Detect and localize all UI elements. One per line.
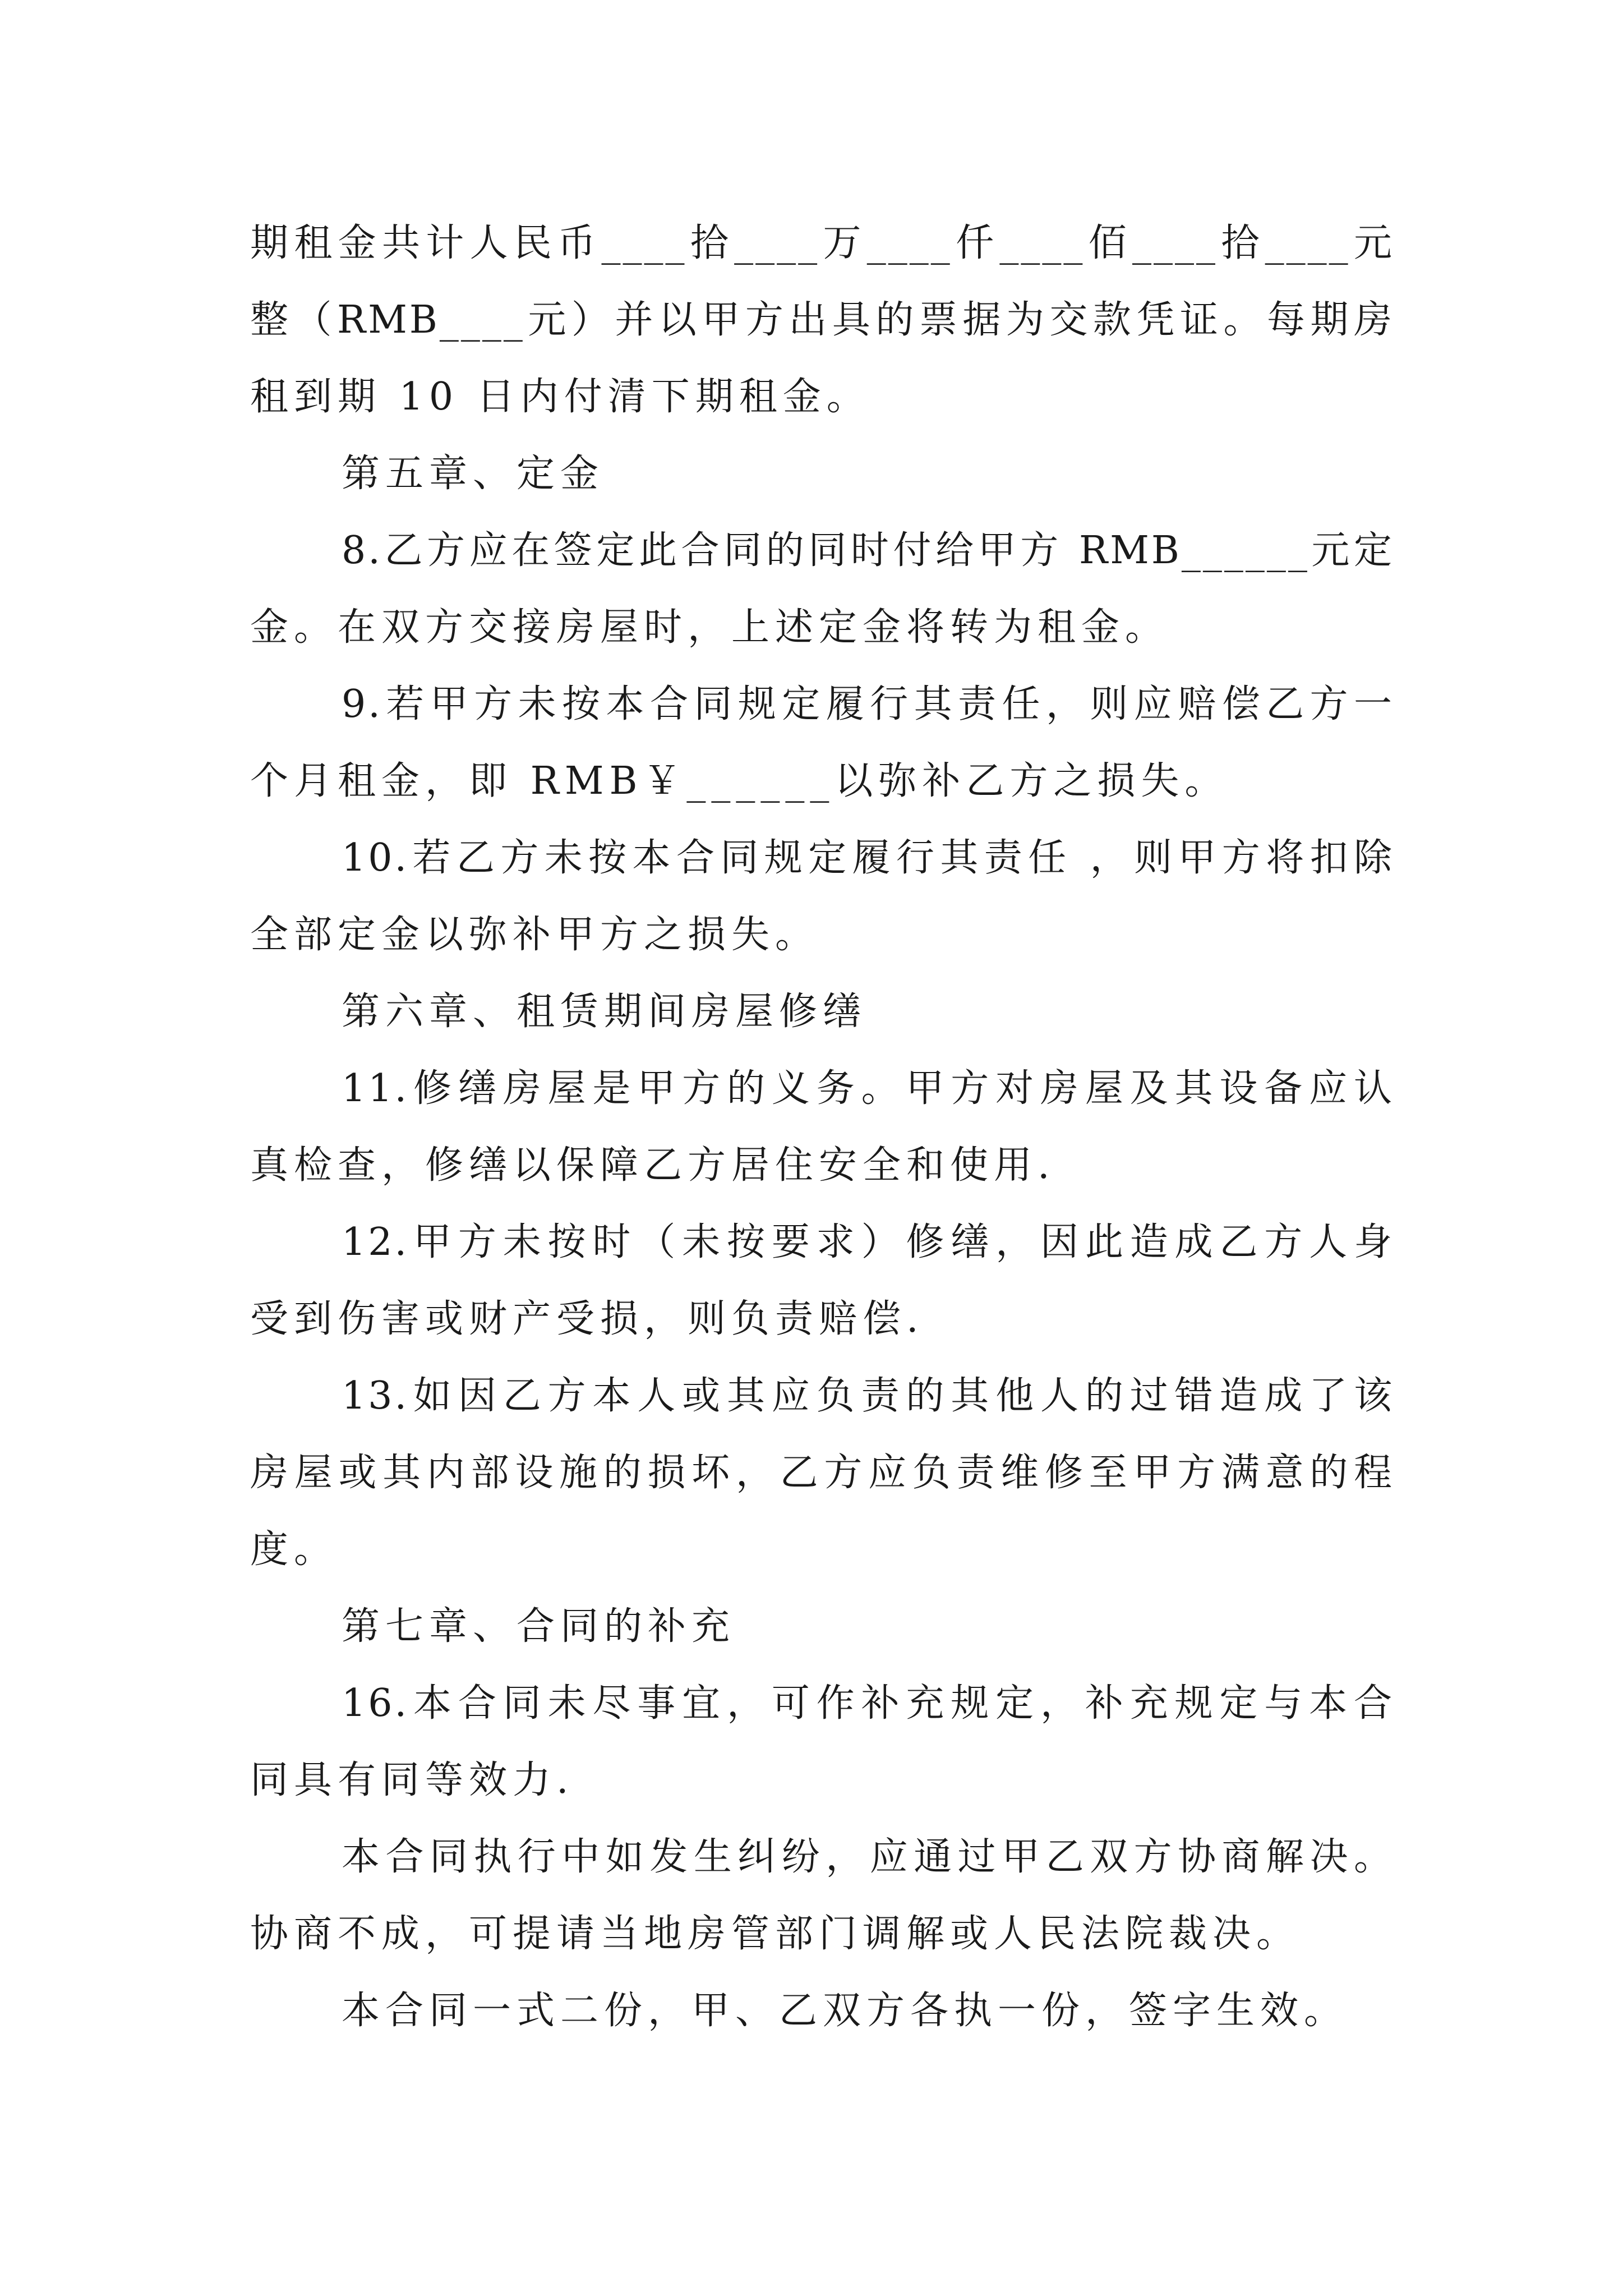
chapter-heading: 第五章、定金 <box>342 452 605 496</box>
clause-13 <box>250 1358 1394 1588</box>
chapter-heading: 第七章、合同的补充 <box>342 1604 736 1649</box>
paragraph-line: 真检查，修缮以保障乙方居住安全和使用. <box>250 1143 1055 1188</box>
paragraph-line: 9.若甲方未按本合同规定履行其责任，则应赔偿乙方一 <box>342 682 1394 726</box>
chapter-heading: 第六章、租赁期间房屋修缮 <box>342 990 867 1034</box>
paragraph-line: 10.若乙方未按本合同规定履行其责任 ，则甲方将扣除 <box>342 836 1394 880</box>
chapter-heading-5 <box>250 435 1394 512</box>
paragraph-line: 本合同一式二份，甲、乙双方各执一份，签字生效。 <box>342 1989 1348 2033</box>
paragraph-line: 全部定金以弥补甲方之损失。 <box>250 913 819 957</box>
paragraph-line: 本合同执行中如发生纠纷，应通过甲乙双方协商解决。 <box>342 1835 1394 1879</box>
paragraph-dispute-resolution <box>250 1819 1394 1972</box>
document-body <box>250 205 1394 2049</box>
paragraph-line: 受到伤害或财产受损，则负责赔偿. <box>250 1297 924 1341</box>
clause-8 <box>250 512 1394 666</box>
clause-9 <box>250 666 1394 820</box>
paragraph-line: 度。 <box>250 1527 338 1572</box>
paragraph-line: 8.乙方应在签定此合同的同时付给甲方 RMB______元定 <box>342 528 1394 573</box>
paragraph-line: 同具有同等效力. <box>250 1758 574 1802</box>
paragraph-line: 个月租金，即 RMB￥______以弥补乙方之损失。 <box>250 759 1229 803</box>
paragraph-line: 协商不成，可提请当地房管部门调解或人民法院裁决。 <box>250 1912 1301 1956</box>
clause-11 <box>250 1050 1394 1204</box>
paragraph-line: 16.本合同未尽事宜，可作补充规定，补充规定与本合 <box>342 1681 1394 1726</box>
paragraph-line: 金。在双方交接房屋时，上述定金将转为租金。 <box>250 605 1169 650</box>
clause-12 <box>250 1204 1394 1358</box>
paragraph-line: 整（RMB____元）并以甲方出具的票据为交款凭证。每期房 <box>250 298 1394 342</box>
paragraph-copies <box>250 1972 1394 2049</box>
chapter-heading-6 <box>250 973 1394 1050</box>
paragraph-line: 期租金共计人民币____拾____万____仟____佰____拾____元 <box>250 221 1394 265</box>
clause-10 <box>250 820 1394 973</box>
chapter-heading-7 <box>250 1588 1394 1665</box>
paragraph-line: 房屋或其内部设施的损坏，乙方应负责维修至甲方满意的程 <box>250 1451 1394 1495</box>
clause-16 <box>250 1665 1394 1819</box>
paragraph-line: 11.修缮房屋是甲方的义务。甲方对房屋及其设备应认 <box>342 1066 1394 1111</box>
paragraph-line: 租到期 10 日内付清下期租金。 <box>250 375 870 419</box>
paragraph-line: 12.甲方未按时（未按要求）修缮，因此造成乙方人身 <box>342 1220 1394 1264</box>
paragraph-rent-payment <box>250 205 1394 435</box>
paragraph-line: 13.如因乙方本人或其应负责的其他人的过错造成了该 <box>342 1374 1394 1418</box>
